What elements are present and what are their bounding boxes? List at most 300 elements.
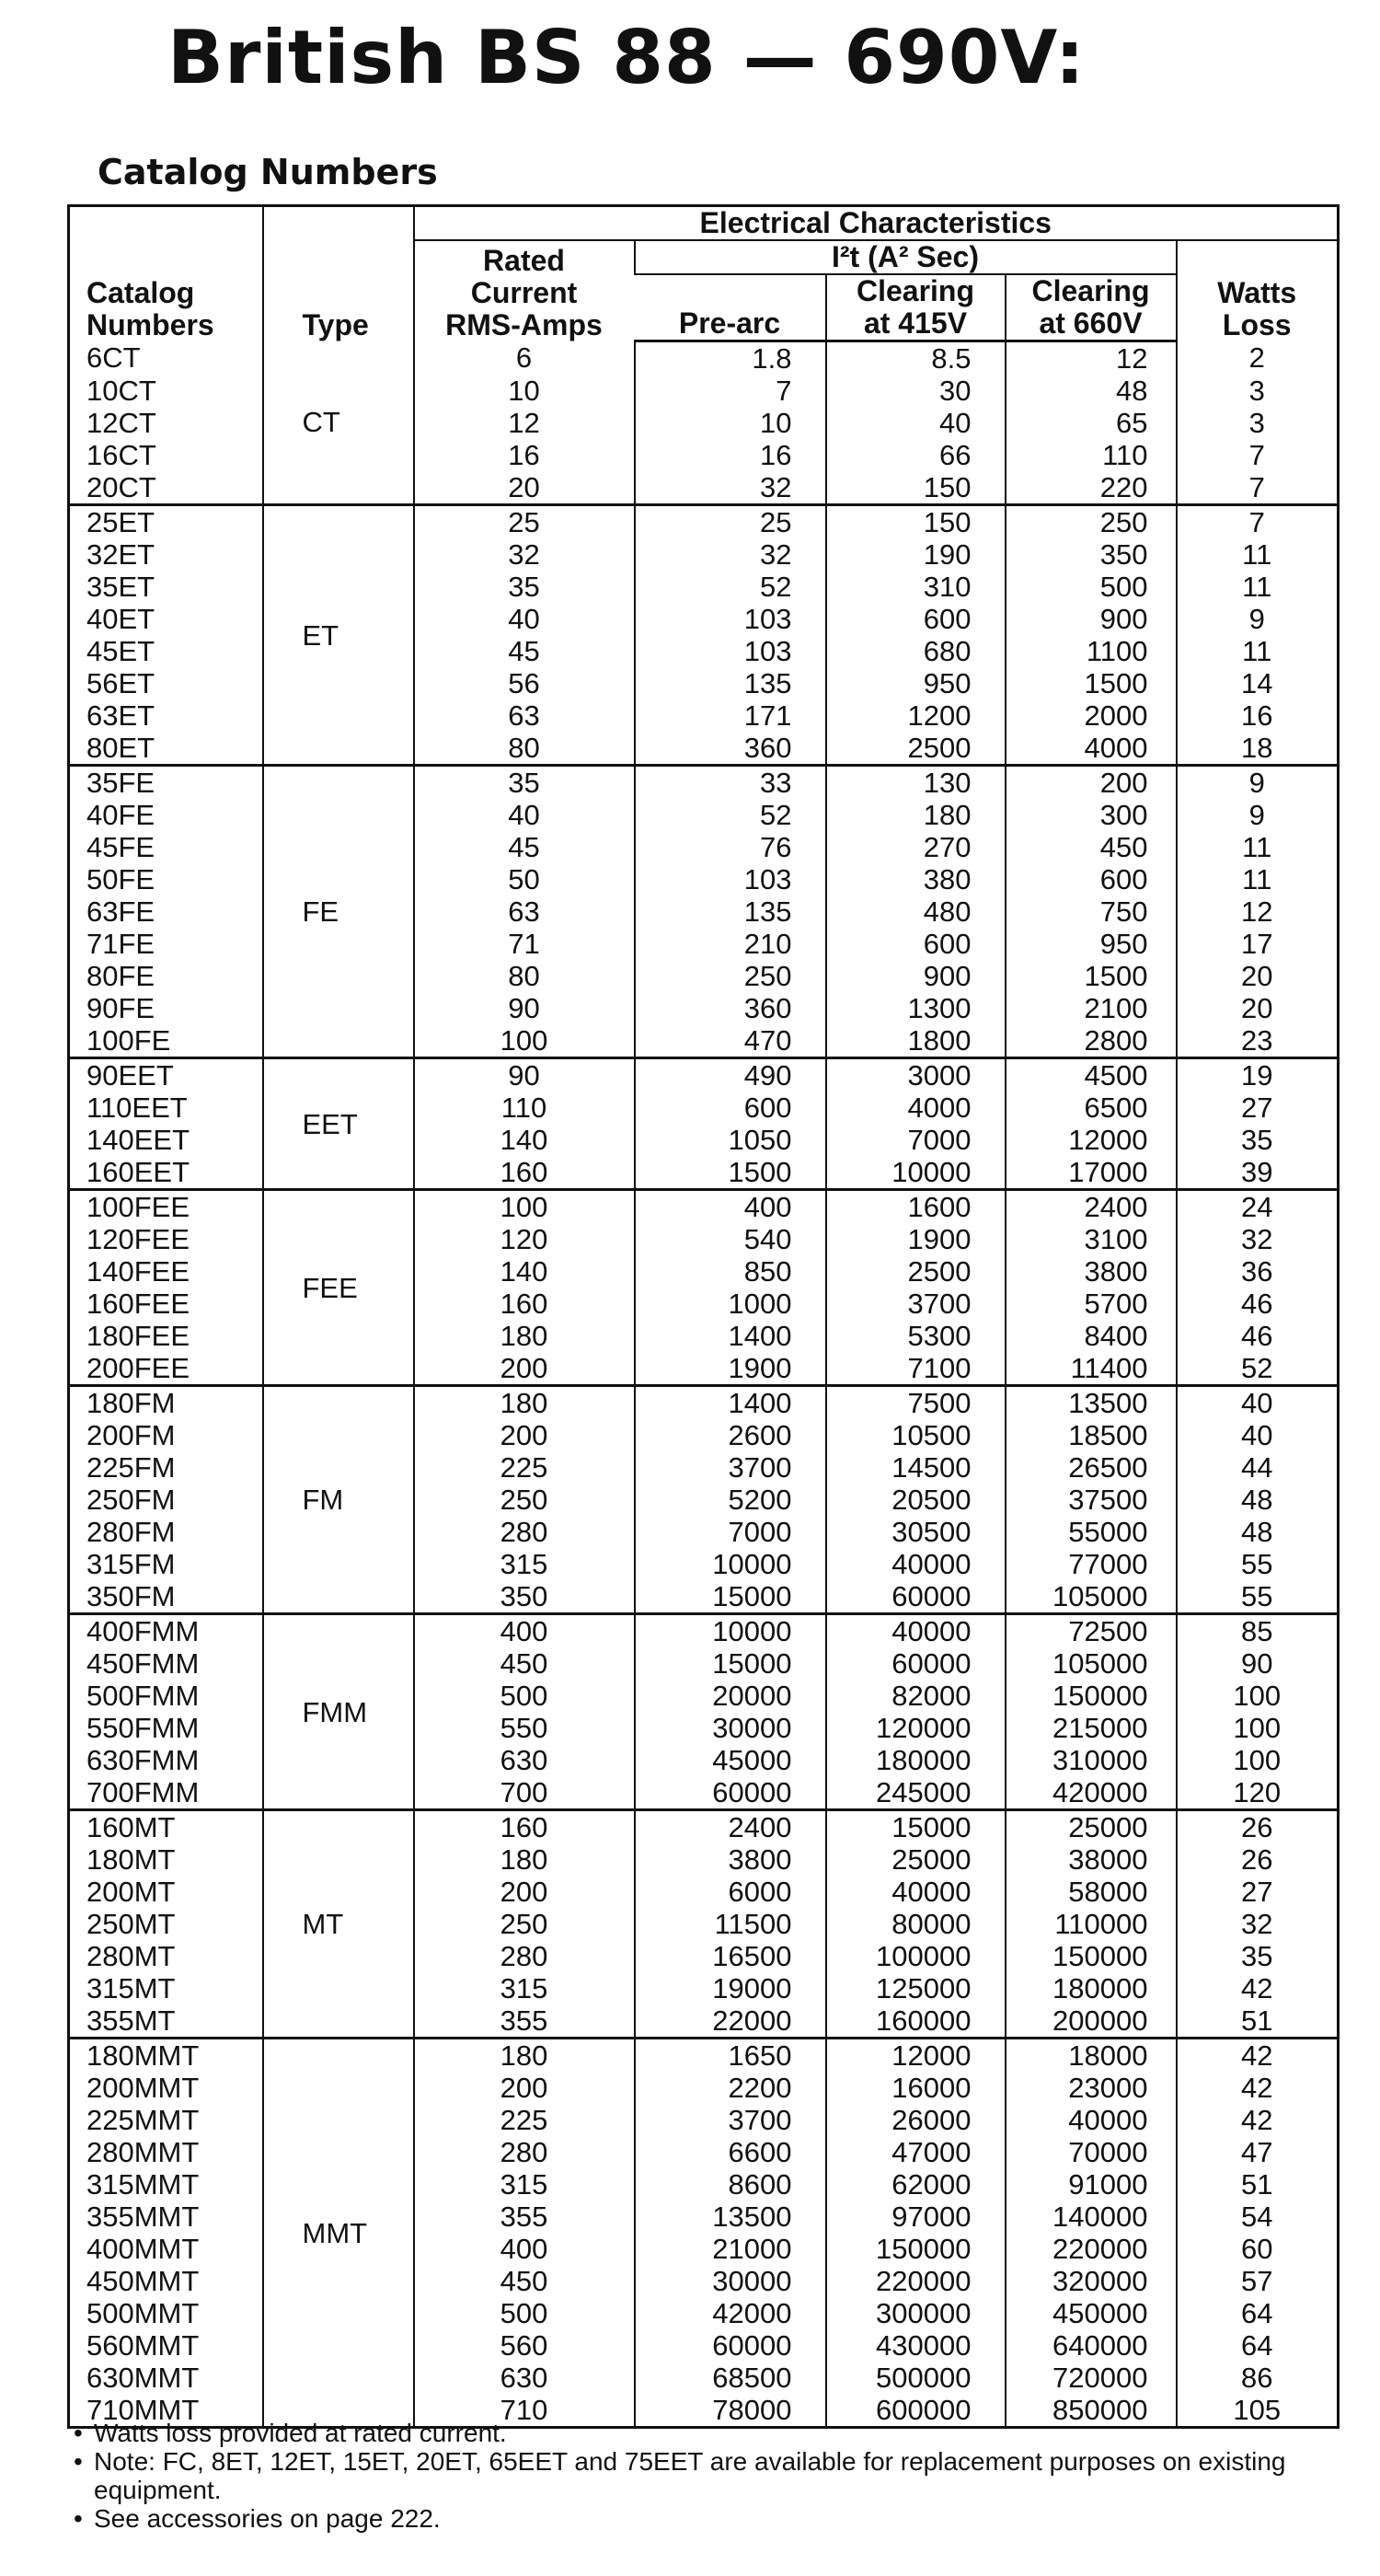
rated-current-cell: 160: [414, 1810, 635, 1844]
clearing-660v-cell: 25000: [1006, 1810, 1177, 1844]
catalog-number-cell: 12CT: [86, 407, 156, 439]
catalog-number-cell: 35ET: [86, 571, 155, 603]
pre-arc-cell: 490: [635, 1058, 826, 1092]
watts-loss-cell: 36: [1177, 1255, 1339, 1288]
clearing-415v-cell: 25000: [826, 1843, 1006, 1876]
clearing-660v-cell: 72500: [1006, 1614, 1177, 1648]
c415-header-line1: Clearing: [856, 274, 975, 307]
clearing-415v-cell: 150: [826, 505, 1006, 539]
type-cell: EET: [263, 1058, 414, 1190]
watts-loss-cell: 7: [1177, 471, 1339, 505]
pre-arc-cell: 7000: [635, 1516, 826, 1548]
rated-header-line3: RMS-Amps: [445, 307, 603, 341]
clearing-660v-cell: 850000: [1006, 2394, 1177, 2428]
watts-loss-cell: 90: [1177, 1647, 1339, 1680]
watts-loss-cell: 54: [1177, 2201, 1339, 2233]
pre-arc-cell: 1900: [635, 1352, 826, 1386]
rated-current-cell: 90: [414, 1058, 635, 1092]
table-row: [69, 732, 1339, 766]
rated-current-cell: 110: [414, 1092, 635, 1124]
clearing-660v-cell: 55000: [1006, 1516, 1177, 1548]
catalog-number-cell: 71FE: [86, 928, 155, 960]
rated-current-cell: 63: [414, 895, 635, 928]
clearing-415v-cell: 16000: [826, 2072, 1006, 2104]
table-row: [69, 2136, 1339, 2168]
table-row: [69, 1484, 1339, 1516]
pre-arc-cell: 250: [635, 960, 826, 992]
pre-arc-cell: 1000: [635, 1288, 826, 1320]
rated-current-cell: 56: [414, 667, 635, 699]
clearing-415v-cell: 30500: [826, 1516, 1006, 1548]
rated-header-line1: Rated: [483, 243, 565, 277]
catalog-number-cell: 550FMM: [86, 1712, 200, 1744]
pre-arc-cell: 400: [635, 1190, 826, 1224]
table-row: [69, 895, 1339, 928]
clearing-660v-cell: 48: [1006, 375, 1177, 407]
watts-loss-cell: 57: [1177, 2265, 1339, 2297]
table-row: [69, 1810, 1339, 1844]
table-row: [69, 505, 1339, 539]
clearing-415v-cell: 10500: [826, 1419, 1006, 1451]
rated-header-line2: Current: [470, 275, 578, 309]
clearing-660v-cell: 450: [1006, 831, 1177, 863]
pre-arc-cell: 3800: [635, 1843, 826, 1876]
rated-current-cell: 315: [414, 2168, 635, 2201]
clearing-415v-cell: 60000: [826, 1580, 1006, 1614]
clearing-415v-cell: 430000: [826, 2329, 1006, 2362]
clearing-660v-cell: 215000: [1006, 1712, 1177, 1744]
table-row: [69, 863, 1339, 895]
catalog-number-cell: 250FM: [86, 1484, 176, 1516]
rated-current-cell: 80: [414, 960, 635, 992]
catalog-number-cell: 180MMT: [86, 2039, 200, 2072]
catalog-number-cell: 710MMT: [69, 2394, 263, 2428]
pre-arc-cell: 6000: [635, 1876, 826, 1908]
clearing-660v-cell: 2000: [1006, 699, 1177, 732]
rated-current-cell: 500: [414, 1680, 635, 1712]
table-row: [69, 2039, 1339, 2073]
watts-loss-cell: 12: [1177, 895, 1339, 928]
clearing-660v-cell: 58000: [1006, 1876, 1177, 1908]
table-row: [69, 766, 1339, 800]
clearing-415v-cell: 3700: [826, 1288, 1006, 1320]
rated-current-cell: 120: [414, 1223, 635, 1255]
rated-current-cell: 700: [414, 1776, 635, 1810]
clearing-660v-cell: 1500: [1006, 960, 1177, 992]
pre-arc-cell: 1050: [635, 1124, 826, 1156]
catalog-number-cell: 400FMM: [86, 1615, 200, 1647]
rated-current-cell: 40: [414, 603, 635, 635]
watts-loss-cell: 11: [1177, 863, 1339, 895]
rated-current-cell: 50: [414, 863, 635, 895]
pre-arc-cell: 1500: [635, 1156, 826, 1190]
clearing-415v-cell: 270: [826, 831, 1006, 863]
watts-loss-cell: 35: [1177, 1124, 1339, 1156]
clearing-415v-cell: 130: [826, 766, 1006, 800]
table-row: [69, 1223, 1339, 1255]
catalog-header-line2: Numbers: [86, 307, 214, 341]
pre-arc-cell: 15000: [635, 1580, 826, 1614]
pre-arc-cell: 15000: [635, 1647, 826, 1680]
catalog-number-cell: 280FM: [86, 1516, 176, 1548]
watts-loss-cell: 55: [1177, 1548, 1339, 1580]
clearing-660v-cell: 12: [1006, 341, 1177, 375]
catalog-number-cell: 500FMM: [86, 1680, 200, 1712]
table-row: [69, 1972, 1339, 2004]
rated-current-cell: 450: [414, 1647, 635, 1680]
rated-current-cell: 200: [414, 1352, 635, 1386]
watts-header-line1: Watts: [1217, 275, 1297, 309]
watts-loss-cell: 46: [1177, 1320, 1339, 1352]
pre-arc-cell: 1.8: [635, 341, 826, 375]
clearing-660v-cell: 26500: [1006, 1451, 1177, 1484]
watts-loss-cell: 7: [1177, 505, 1339, 539]
catalog-number-cell: 100FEE: [86, 1191, 190, 1223]
table-row: [69, 1614, 1339, 1648]
clearing-660v-cell: 320000: [1006, 2265, 1177, 2297]
rated-current-cell: 71: [414, 928, 635, 960]
rated-current-cell: 630: [414, 1744, 635, 1776]
catalog-number-cell: 32ET: [86, 538, 155, 571]
table-row: [69, 635, 1339, 667]
rated-current-cell: 25: [414, 505, 635, 539]
clearing-660v-cell: 13500: [1006, 1386, 1177, 1420]
clearing-415v-cell: 30: [826, 375, 1006, 407]
table-row: [69, 1386, 1339, 1420]
watts-loss-cell: 48: [1177, 1516, 1339, 1548]
clearing-660v-cell: 310000: [1006, 1744, 1177, 1776]
table-row: [69, 699, 1339, 732]
watts-loss-cell: 100: [1177, 1712, 1339, 1744]
table-row: [69, 439, 1339, 471]
catalog-number-cell: 560MMT: [86, 2329, 200, 2362]
pre-arc-cell: 1400: [635, 1320, 826, 1352]
clearing-415v-cell: 300000: [826, 2297, 1006, 2329]
clearing-415v-cell: 160000: [826, 2004, 1006, 2039]
pre-arc-cell: 3700: [635, 1451, 826, 1484]
rated-current-cell: 355: [414, 2201, 635, 2233]
catalog-number-cell: 630FMM: [86, 1744, 200, 1776]
electrical-characteristics-header: Electrical Characteristics: [414, 206, 1339, 241]
pre-arc-cell: 42000: [635, 2297, 826, 2329]
table-row: [69, 1255, 1339, 1288]
rated-current-cell: 225: [414, 1451, 635, 1484]
catalog-number-cell: 6CT: [86, 341, 141, 375]
clearing-415v-cell: 120000: [826, 1712, 1006, 1744]
clearing-415v-cell: 40000: [826, 1876, 1006, 1908]
catalog-header-line1: Catalog: [86, 275, 195, 309]
page-title: British BS 88 — 690V:: [167, 15, 1086, 100]
clearing-660v-cell: 37500: [1006, 1484, 1177, 1516]
catalog-table: [67, 204, 1340, 2429]
clearing-415v-cell: 310: [826, 571, 1006, 603]
clearing-660v-cell: 18000: [1006, 2039, 1177, 2073]
clearing-415v-cell: 245000: [826, 1776, 1006, 1810]
watts-loss-cell: 35: [1177, 1940, 1339, 1972]
rated-current-cell: 16: [414, 439, 635, 471]
clearing-415v-cell: 7100: [826, 1352, 1006, 1386]
pre-arc-cell: 30000: [635, 1712, 826, 1744]
clearing-415v-cell: 4000: [826, 1092, 1006, 1124]
type-cell: FM: [263, 1386, 414, 1614]
clearing-415v-cell: 600000: [826, 2394, 1006, 2428]
table-row: [69, 1516, 1339, 1548]
watts-loss-cell: 11: [1177, 538, 1339, 571]
rated-current-cell: 710: [414, 2394, 635, 2428]
catalog-number-cell: 45FE: [86, 831, 155, 863]
table-row: [69, 603, 1339, 635]
clearing-660v-cell: 500: [1006, 571, 1177, 603]
pre-arc-cell: 33: [635, 766, 826, 800]
clearing-660v-cell: 38000: [1006, 1843, 1177, 1876]
catalog-number-cell: 450MMT: [86, 2265, 200, 2297]
pre-arc-cell: 360: [635, 992, 826, 1024]
pre-arc-cell: 21000: [635, 2233, 826, 2265]
clearing-660v-cell: 250: [1006, 505, 1177, 539]
table-row: [69, 1352, 1339, 1386]
type-header: Type: [263, 206, 414, 341]
watts-loss-cell: 9: [1177, 603, 1339, 635]
clearing-660v-cell: 91000: [1006, 2168, 1177, 2201]
pre-arc-cell: 600: [635, 1092, 826, 1124]
clearing-660v-cell: 3100: [1006, 1223, 1177, 1255]
pre-arc-cell: 20000: [635, 1680, 826, 1712]
watts-loss-cell: 26: [1177, 1810, 1339, 1844]
rated-current-cell: 35: [414, 571, 635, 603]
catalog-number-cell: 25ET: [86, 506, 155, 538]
watts-loss-cell: 60: [1177, 2233, 1339, 2265]
catalog-number-cell: 315FM: [86, 1548, 176, 1580]
section-heading: Catalog Numbers: [98, 152, 438, 192]
rated-current-cell: 280: [414, 2136, 635, 2168]
clearing-415v-cell: 8.5: [826, 341, 1006, 375]
rated-current-cell: 180: [414, 1386, 635, 1420]
rated-current-cell: 63: [414, 699, 635, 732]
clearing-660v-cell: 18500: [1006, 1419, 1177, 1451]
table-row: [69, 2362, 1339, 2394]
clearing-660v-cell: 1100: [1006, 635, 1177, 667]
watts-loss-cell: 27: [1177, 1092, 1339, 1124]
rated-current-cell: 560: [414, 2329, 635, 2362]
pre-arc-cell: 850: [635, 1255, 826, 1288]
watts-loss-cell: 24: [1177, 1190, 1339, 1224]
clearing-660v-cell: 5700: [1006, 1288, 1177, 1320]
clearing-660v-cell: 11400: [1006, 1352, 1177, 1386]
rated-current-cell: 180: [414, 1843, 635, 1876]
type-cell: ET: [263, 505, 414, 766]
watts-loss-cell: 55: [1177, 1580, 1339, 1614]
pre-arc-cell: 76: [635, 831, 826, 863]
table-row: [69, 667, 1339, 699]
table-row: [69, 2104, 1339, 2136]
rated-current-cell: 32: [414, 538, 635, 571]
rated-current-cell: 550: [414, 1712, 635, 1744]
clearing-415v-header: [826, 274, 1006, 341]
table-row: [69, 960, 1339, 992]
catalog-number-cell: 63FE: [86, 895, 155, 928]
clearing-415v-cell: 7000: [826, 1124, 1006, 1156]
rated-current-cell: 225: [414, 2104, 635, 2136]
table-row: [69, 1548, 1339, 1580]
rated-current-cell: 250: [414, 1908, 635, 1940]
watts-loss-cell: 20: [1177, 960, 1339, 992]
clearing-415v-cell: 66: [826, 439, 1006, 471]
clearing-660v-cell: 220: [1006, 471, 1177, 505]
clearing-415v-cell: 680: [826, 635, 1006, 667]
rated-current-cell: 100: [414, 1024, 635, 1058]
clearing-415v-cell: 82000: [826, 1680, 1006, 1712]
clearing-660v-cell: 105000: [1006, 1580, 1177, 1614]
catalog-number-cell: 160EET: [69, 1156, 263, 1190]
catalog-number-cell: 200MT: [86, 1876, 176, 1908]
catalog-number-cell: 350FM: [69, 1580, 263, 1614]
table-row: [69, 1712, 1339, 1744]
clearing-660v-cell: 180000: [1006, 1972, 1177, 2004]
clearing-660v-cell: 150000: [1006, 1680, 1177, 1712]
clearing-415v-cell: 15000: [826, 1810, 1006, 1844]
c660-header-line2: at 660V: [1039, 306, 1143, 340]
clearing-660v-cell: 2100: [1006, 992, 1177, 1024]
clearing-660v-cell: 77000: [1006, 1548, 1177, 1580]
pre-arc-cell: 1400: [635, 1386, 826, 1420]
catalog-number-cell: 90FE: [86, 992, 155, 1024]
clearing-415v-cell: 1600: [826, 1190, 1006, 1224]
pre-arc-cell: 19000: [635, 1972, 826, 2004]
pre-arc-cell: 135: [635, 895, 826, 928]
clearing-415v-cell: 480: [826, 895, 1006, 928]
pre-arc-cell: 210: [635, 928, 826, 960]
pre-arc-cell: 13500: [635, 2201, 826, 2233]
clearing-415v-cell: 380: [826, 863, 1006, 895]
type-cell: FE: [263, 766, 414, 1058]
clearing-415v-cell: 1800: [826, 1024, 1006, 1058]
catalog-number-cell: 80FE: [86, 960, 155, 992]
rated-current-cell: 400: [414, 1614, 635, 1648]
rated-current-cell: 140: [414, 1255, 635, 1288]
i2t-header: I²t (A² Sec): [635, 240, 1177, 274]
watts-loss-cell: 17: [1177, 928, 1339, 960]
rated-current-cell: 280: [414, 1940, 635, 1972]
pre-arc-cell: 30000: [635, 2265, 826, 2297]
rated-current-cell: 200: [414, 1876, 635, 1908]
catalog-number-cell: 35FE: [86, 767, 155, 799]
catalog-number-cell: 63ET: [86, 699, 155, 732]
clearing-415v-cell: 180000: [826, 1744, 1006, 1776]
bullet-icon: •: [74, 2504, 83, 2533]
rated-current-cell: 180: [414, 2039, 635, 2073]
clearing-415v-cell: 14500: [826, 1451, 1006, 1484]
catalog-number-cell: 80ET: [69, 732, 263, 766]
catalog-number-cell: 315MT: [86, 1972, 176, 2004]
rated-current-cell: 200: [414, 2072, 635, 2104]
watts-loss-cell: 85: [1177, 1614, 1339, 1648]
watts-loss-cell: 51: [1177, 2168, 1339, 2201]
watts-loss-cell: 100: [1177, 1744, 1339, 1776]
clearing-660v-cell: 600: [1006, 863, 1177, 895]
c415-header-line2: at 415V: [863, 306, 968, 340]
catalog-number-cell: 280MMT: [86, 2136, 200, 2168]
note-item: [74, 2504, 1343, 2533]
catalog-number-cell: 40ET: [86, 603, 155, 635]
watts-loss-cell: 3: [1177, 375, 1339, 407]
clearing-415v-cell: 600: [826, 928, 1006, 960]
table-row: [69, 2233, 1339, 2265]
table-row: [69, 375, 1339, 407]
catalog-number-cell: 200FEE: [69, 1352, 263, 1386]
clearing-660v-cell: 150000: [1006, 1940, 1177, 1972]
pre-arc-cell: 68500: [635, 2362, 826, 2394]
watts-loss-cell: 42: [1177, 1972, 1339, 2004]
clearing-660v-cell: 6500: [1006, 1092, 1177, 1124]
watts-loss-cell: 120: [1177, 1776, 1339, 1810]
clearing-660v-cell: 900: [1006, 603, 1177, 635]
catalog-number-cell: 140EET: [86, 1124, 190, 1156]
table-row: [69, 992, 1339, 1024]
pre-arc-cell: 45000: [635, 1744, 826, 1776]
clearing-415v-cell: 600: [826, 603, 1006, 635]
rated-current-cell: 40: [414, 799, 635, 831]
watts-loss-cell: 11: [1177, 831, 1339, 863]
pre-arc-cell: 32: [635, 538, 826, 571]
rated-current-cell: 180: [414, 1320, 635, 1352]
rated-current-cell: 100: [414, 1190, 635, 1224]
rated-current-cell: 355: [414, 2004, 635, 2039]
clearing-660v-cell: 70000: [1006, 2136, 1177, 2168]
catalog-number-cell: 90EET: [86, 1059, 174, 1092]
clearing-660v-cell: 2800: [1006, 1024, 1177, 1058]
clearing-415v-cell: 12000: [826, 2039, 1006, 2073]
c660-header-line1: Clearing: [1031, 274, 1150, 307]
watts-loss-cell: 48: [1177, 1484, 1339, 1516]
catalog-number-cell: 20CT: [69, 471, 263, 505]
clearing-415v-cell: 10000: [826, 1156, 1006, 1190]
pre-arc-cell: 60000: [635, 1776, 826, 1810]
table-row: [69, 1288, 1339, 1320]
note-item: [74, 2419, 1343, 2447]
table-row: [69, 1744, 1339, 1776]
rated-current-cell: 400: [414, 2233, 635, 2265]
watts-loss-cell: 47: [1177, 2136, 1339, 2168]
watts-loss-cell: 20: [1177, 992, 1339, 1024]
pre-arc-cell: 2400: [635, 1810, 826, 1844]
watts-loss-cell: 2: [1177, 341, 1339, 375]
rated-current-cell: 20: [414, 471, 635, 505]
pre-arc-cell: 1650: [635, 2039, 826, 2073]
watts-loss-header: [1177, 240, 1339, 341]
watts-loss-cell: 23: [1177, 1024, 1339, 1058]
note-item: [74, 2447, 1343, 2504]
watts-loss-cell: 86: [1177, 2362, 1339, 2394]
table-row: [69, 571, 1339, 603]
table-row: [69, 1940, 1339, 1972]
clearing-415v-cell: 100000: [826, 1940, 1006, 1972]
table-header: [69, 206, 1339, 341]
catalog-number-cell: 200FM: [86, 1419, 176, 1451]
watts-loss-cell: 9: [1177, 766, 1339, 800]
watts-loss-cell: 40: [1177, 1386, 1339, 1420]
clearing-415v-cell: 1200: [826, 699, 1006, 732]
pre-arc-cell: 2600: [635, 1419, 826, 1451]
clearing-660v-cell: 350: [1006, 538, 1177, 571]
clearing-660v-cell: 750: [1006, 895, 1177, 928]
catalog-number-cell: 110EET: [86, 1092, 188, 1124]
watts-header-line2: Loss: [1222, 307, 1292, 341]
rated-current-cell: 280: [414, 1516, 635, 1548]
catalog-number-cell: 10CT: [86, 375, 156, 407]
clearing-415v-cell: 3000: [826, 1058, 1006, 1092]
pre-arc-cell: 52: [635, 571, 826, 603]
pre-arc-cell: 360: [635, 732, 826, 766]
